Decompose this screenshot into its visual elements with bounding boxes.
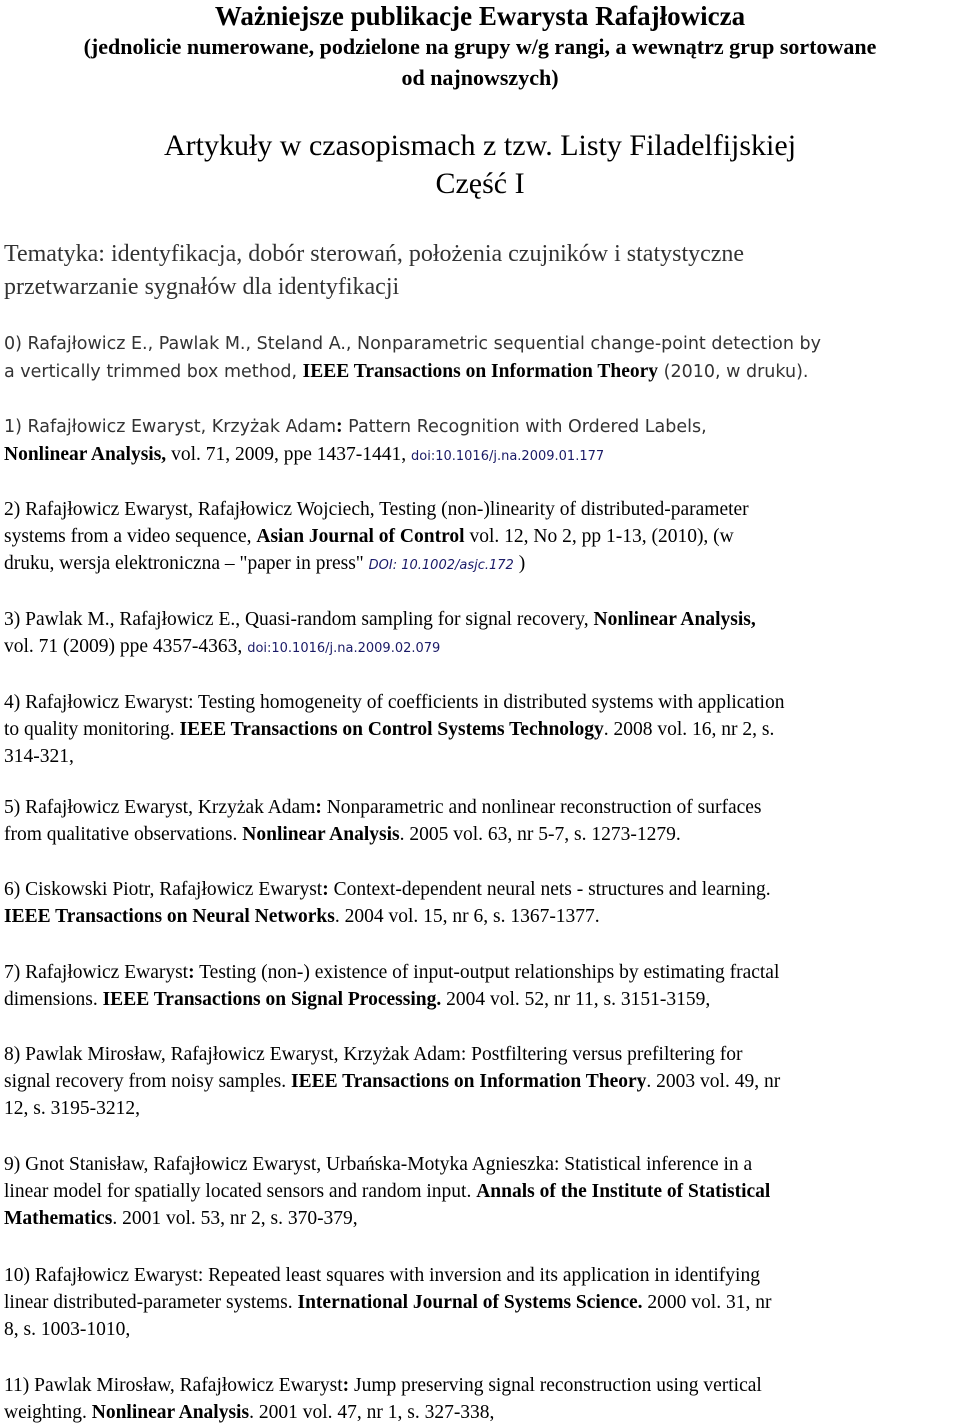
publication-text: from qualitative observations. — [4, 824, 243, 845]
publication-text: (2010, w druku). — [658, 362, 809, 382]
publication-text: 3) Pawlak M., Rafajłowicz E., Quasi-random sampling for signal recovery, — [4, 609, 594, 630]
publication-authors: 5) Rafajłowicz Ewaryst, Krzyżak Adam — [4, 797, 316, 818]
publication-text: . 2001 vol. 47, nr 1, s. 327-338, — [249, 1402, 495, 1423]
publication-item-10 — [4, 1262, 960, 1343]
publication-line — [4, 959, 960, 986]
publication-item-7 — [4, 959, 960, 1013]
publication-item-8 — [4, 1041, 960, 1122]
publication-line — [4, 903, 960, 930]
publication-item-1 — [4, 413, 960, 470]
publication-line: 10) Rafajłowicz Ewaryst: Repeated least squares with inversion and its application in identifying — [4, 1265, 760, 1286]
publication-item-2 — [4, 496, 960, 579]
publication-text: linear distributed-parameter systems. — [4, 1292, 298, 1313]
publication-text: systems from a video sequence, — [4, 526, 257, 547]
publication-line — [4, 1068, 960, 1095]
publication-line — [4, 633, 960, 662]
publication-line — [4, 986, 960, 1013]
publication-text: : — [342, 1375, 350, 1396]
publication-line — [4, 1289, 960, 1316]
publication-line — [4, 716, 960, 743]
journal-name: IEEE Transactions on Control Systems Technology — [179, 719, 604, 740]
publication-line: 2) Rafajłowicz Ewaryst, Rafajłowicz Wojciech, Testing (non-)linearity of distributed-parameter — [4, 499, 749, 520]
publication-text: . 2003 vol. 49, nr — [646, 1071, 781, 1092]
journal-name: Nonlinear Analysis, — [593, 609, 756, 630]
publication-text: : — [188, 962, 195, 983]
journal-name: Annals of the Institute of Statistical — [476, 1181, 771, 1202]
publication-line — [4, 441, 960, 470]
publication-line — [4, 413, 960, 441]
publication-line: 0) Rafajłowicz E., Pawlak M., Steland A., Nonparametric sequential change-point detection by — [4, 334, 822, 354]
publication-text: . 2008 vol. 16, nr 2, s. — [603, 719, 775, 740]
publication-text: weighting. — [4, 1402, 92, 1423]
publication-text: druku, wersja elektroniczna – "paper in press" — [4, 553, 369, 574]
page-title: Ważniejsze publikacje Ewarysta Rafajłowicza — [214, 1, 746, 31]
publication-text: a vertically trimmed box method, — [4, 362, 303, 382]
publication-authors: 6) Ciskowski Piotr, Rafajłowicz Ewaryst — [4, 879, 323, 900]
publication-authors: 7) Rafajłowicz Ewaryst — [4, 962, 189, 983]
publication-line: 12, s. 3195-3212, — [4, 1098, 140, 1119]
publication-authors: 11) Pawlak Mirosław, Rafajłowicz Ewaryst — [4, 1375, 343, 1396]
publication-text: linear model for spatially located sensors and random input. — [4, 1181, 477, 1202]
journal-name: IEEE Transactions on Information Theory — [302, 361, 659, 382]
publication-text: dimensions. — [4, 989, 103, 1010]
publication-line — [4, 821, 960, 848]
topic-line-2: przetwarzanie sygnałów dla identyfikacji — [4, 274, 400, 300]
publication-line — [4, 1178, 960, 1205]
section-title-line-2: Część I — [435, 167, 525, 200]
topic-heading — [4, 238, 944, 304]
publication-text: signal recovery from noisy samples. — [4, 1071, 292, 1092]
publication-line — [4, 1205, 960, 1232]
topic-line-1: Tematyka: identyfikacja, dobór sterowań, położenia czujników i statystyczne — [4, 241, 745, 267]
journal-name: Mathematics — [4, 1208, 113, 1229]
publication-title: Pattern Recognition with Ordered Labels, — [342, 417, 707, 437]
publication-authors: 1) Rafajłowicz Ewaryst, Krzyżak Adam — [4, 417, 337, 437]
publication-line — [4, 1399, 960, 1426]
publication-text: 2000 vol. 31, nr — [642, 1292, 772, 1313]
publication-text: . 2005 vol. 63, nr 5-7, s. 1273-1279. — [399, 824, 681, 845]
publication-item-11 — [4, 1372, 960, 1426]
publication-line — [4, 794, 960, 821]
publication-text: . 2004 vol. 15, nr 6, s. 1367-1377. — [334, 906, 600, 927]
publication-line — [4, 876, 960, 903]
journal-name: IEEE Transactions on Neural Networks — [4, 906, 335, 927]
publication-item-9 — [4, 1151, 960, 1232]
publication-text: 2004 vol. 52, nr 11, s. 3151-3159, — [441, 989, 711, 1010]
publication-item-3 — [4, 606, 960, 662]
publication-title: Testing (non-) existence of input-output relationships by estimating fractal — [194, 962, 780, 983]
publication-text: to quality monitoring. — [4, 719, 180, 740]
publication-line: 8, s. 1003-1010, — [4, 1319, 131, 1340]
page-subtitle-line-2: od najnowszych) — [401, 65, 559, 90]
publication-text: : — [322, 879, 329, 900]
publication-line — [4, 523, 960, 550]
document-header — [0, 0, 960, 93]
publication-text: vol. 71 (2009) ppe 4357-4363, — [4, 636, 248, 657]
doi-link[interactable]: doi:10.1016/j.na.2009.01.177 — [411, 449, 605, 464]
publication-text: vol. 71, 2009, ppe 1437-1441, — [166, 444, 412, 465]
publication-line — [4, 550, 960, 579]
publication-text: : — [336, 416, 343, 437]
publication-line: 314-321, — [4, 746, 74, 767]
journal-name: IEEE Transactions on Information Theory — [291, 1071, 647, 1092]
journal-name: IEEE Transactions on Signal Processing. — [102, 989, 442, 1010]
publication-text: . 2001 vol. 53, nr 2, s. 370-379, — [112, 1208, 358, 1229]
publication-title: Context-dependent neural nets - structures and learning. — [328, 879, 771, 900]
publication-title: Jump preserving signal reconstruction using vertical — [349, 1375, 762, 1396]
publication-item-6 — [4, 876, 960, 930]
publication-line — [4, 358, 960, 386]
page-subtitle-line-1: (jednolicie numerowane, podzielone na grupy w/g rangi, a wewnątrz grup sortowane — [83, 34, 877, 59]
publication-item-4 — [4, 689, 960, 770]
publication-line — [4, 606, 960, 633]
publication-text: : — [315, 797, 322, 818]
publication-item-5 — [4, 794, 960, 848]
publication-line: 8) Pawlak Mirosław, Rafajłowicz Ewaryst, Krzyżak Adam: Postfiltering versus prefiltering for — [4, 1044, 743, 1065]
publication-text: ) — [513, 553, 526, 574]
doi-link[interactable]: doi:10.1016/j.na.2009.02.079 — [247, 641, 441, 656]
journal-name: Asian Journal of Control — [256, 526, 465, 547]
publication-title: Nonparametric and nonlinear reconstruction of surfaces — [321, 797, 762, 818]
journal-name: Nonlinear Analysis — [242, 824, 400, 845]
publication-line — [4, 1372, 960, 1399]
journal-name: International Journal of Systems Science. — [297, 1292, 643, 1313]
publication-text: vol. 12, No 2, pp 1-13, (2010), (w — [464, 526, 734, 547]
publication-line: 9) Gnot Stanisław, Rafajłowicz Ewaryst, Urbańska-Motyka Agnieszka: Statistical inference in a — [4, 1154, 753, 1175]
journal-name: Nonlinear Analysis — [91, 1402, 250, 1423]
section-title-line-1: Artykuły w czasopismach z tzw. Listy Filadelfijskiej — [163, 129, 797, 162]
journal-name: Nonlinear Analysis, — [4, 444, 167, 465]
doi-link[interactable]: DOI: 10.1002/asjc.172 — [368, 558, 514, 573]
publication-line: 4) Rafajłowicz Ewaryst: Testing homogeneity of coefficients in distributed systems with application — [4, 692, 785, 713]
publication-item-0 — [4, 331, 960, 386]
